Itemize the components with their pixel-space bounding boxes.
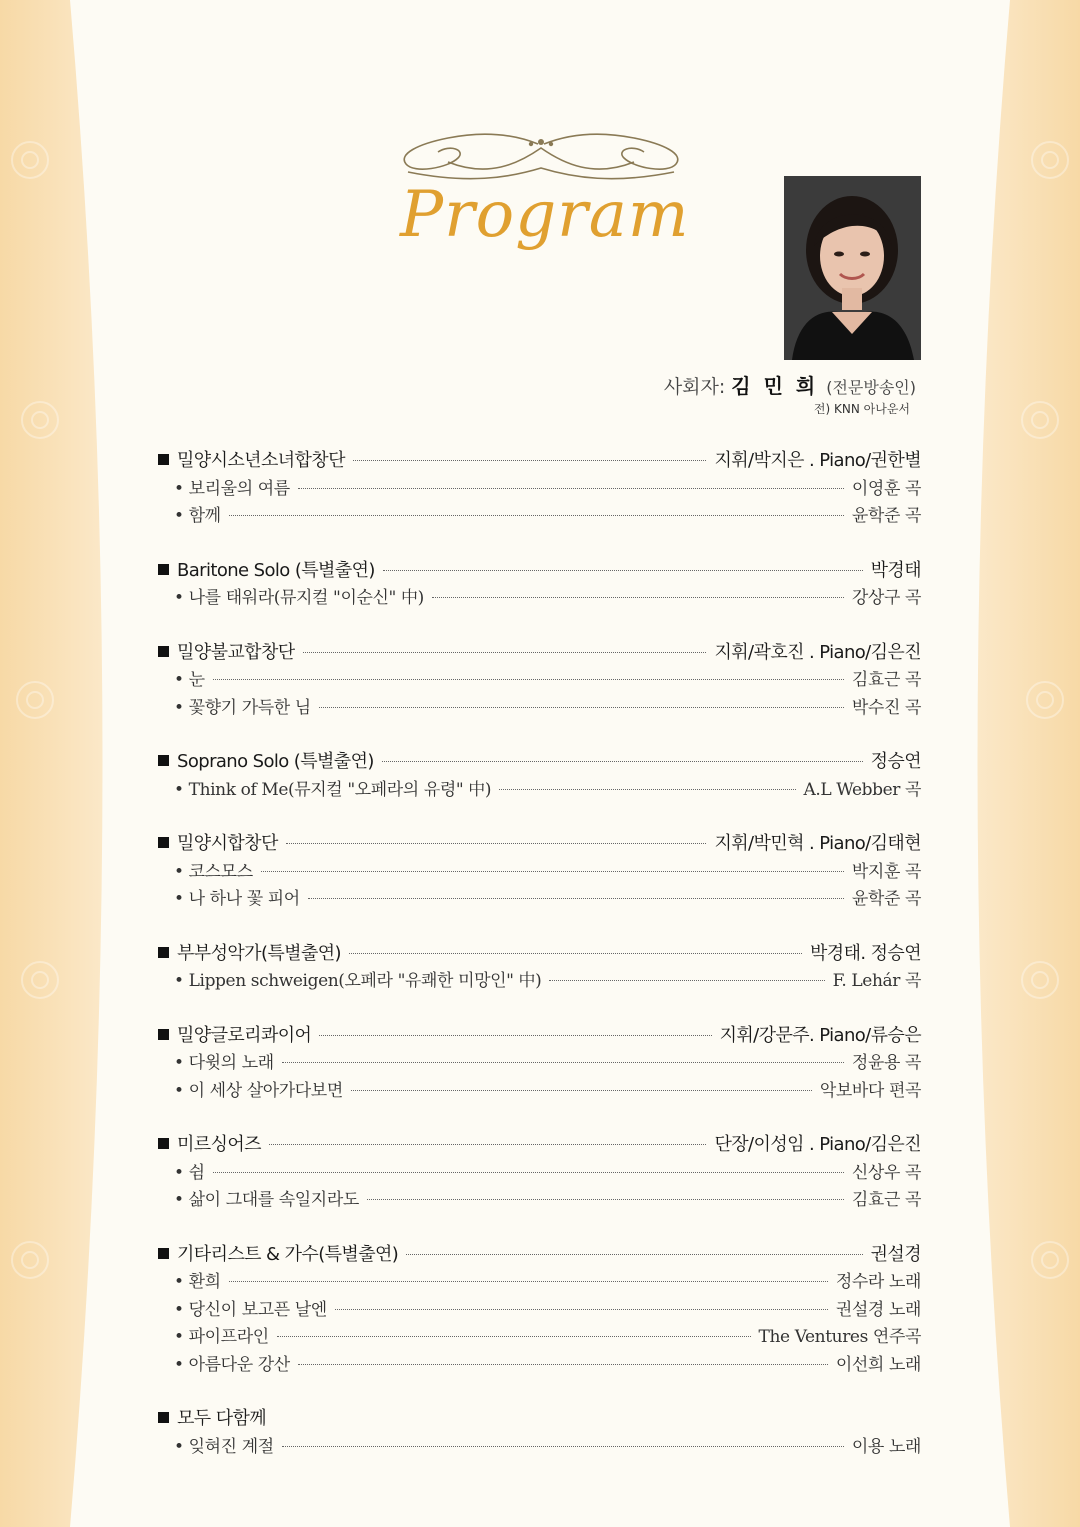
dot-leader [351, 1090, 812, 1091]
dot-leader [229, 515, 844, 516]
bullet-dot-icon: • [174, 971, 184, 991]
section-heading [158, 747, 921, 775]
mc-label: 사회자: [663, 376, 726, 398]
item-title: 이 세상 살아가다보면 [188, 1080, 343, 1101]
program-item [158, 857, 921, 885]
square-bullet-icon [158, 1412, 169, 1423]
program-item [158, 1158, 921, 1186]
dot-leader [229, 1281, 828, 1282]
program-title: Program [400, 178, 690, 252]
item-credit: 이선희 노래 [835, 1354, 921, 1375]
program-section [158, 1021, 921, 1104]
dot-leader [549, 980, 824, 981]
mc-credit [664, 370, 916, 399]
item-credit: F. Lehár 곡 [832, 971, 921, 991]
section-name: 밀양시합창단 [177, 833, 278, 854]
square-bullet-icon [158, 837, 169, 848]
bullet-dot-icon: • [174, 697, 184, 718]
item-title: 쉼 [188, 1162, 205, 1183]
program-item [158, 1185, 921, 1213]
item-title: 눈 [188, 670, 205, 690]
bullet-dot-icon: • [174, 1354, 184, 1375]
bullet-dot-icon: • [174, 1080, 184, 1101]
bullet-dot-icon: • [174, 1190, 184, 1210]
section-credit: 정승연 [870, 751, 921, 772]
square-bullet-icon [158, 947, 169, 958]
item-title: Lippen schweigen(오페라 "유쾌한 미망인" 中) [188, 971, 542, 991]
item-title: 꽃향기 가득한 님 [188, 697, 311, 718]
square-bullet-icon [158, 755, 169, 766]
item-title: 보리울의 여름 [188, 478, 290, 499]
dot-leader [499, 789, 795, 790]
program-item [158, 1432, 921, 1460]
bullet-dot-icon: • [174, 1272, 184, 1292]
program-list [158, 446, 921, 1486]
item-credit: 강상구 곡 [851, 588, 921, 608]
dot-leader [213, 1172, 844, 1173]
mc-name: 김 민 희 [731, 374, 819, 398]
program-item [158, 665, 921, 693]
item-title: 환희 [188, 1272, 221, 1292]
item-credit: 정수라 노래 [835, 1272, 921, 1292]
item-credit: 이영훈 곡 [851, 478, 921, 499]
dot-leader [383, 570, 863, 571]
section-name: Baritone Solo (특별출연) [177, 559, 375, 581]
square-bullet-icon [158, 1029, 169, 1040]
bullet-dot-icon: • [174, 506, 184, 526]
section-heading [158, 1240, 921, 1268]
dot-leader [298, 1364, 828, 1365]
program-item [158, 1076, 921, 1104]
program-item [158, 583, 921, 611]
section-name: 기타리스트 & 가수(특별출연) [177, 1243, 399, 1265]
dot-leader [213, 679, 844, 680]
mc-title: (전문방송인) [826, 378, 916, 397]
program-section [158, 446, 921, 529]
bullet-dot-icon: • [174, 670, 184, 690]
bullet-dot-icon: • [174, 861, 184, 882]
item-title: 나를 태워라(뮤지컬 "이순신" 中) [188, 588, 424, 608]
section-heading [158, 556, 921, 584]
item-title: 함께 [188, 506, 221, 526]
section-credit: 지휘/박민혁 . Piano/김태현 [714, 833, 921, 854]
item-credit: 정윤용 곡 [851, 1053, 921, 1073]
dot-leader [353, 460, 707, 461]
dot-leader [282, 1062, 844, 1063]
item-credit: 악보바다 편곡 [819, 1080, 921, 1101]
mc-note: 전) KNN 아나운서 [813, 402, 910, 416]
section-name: 밀양글로리콰이어 [177, 1024, 312, 1046]
section-heading [158, 1404, 921, 1432]
square-bullet-icon [158, 1248, 169, 1259]
dot-leader [277, 1336, 751, 1337]
square-bullet-icon [158, 454, 169, 465]
item-title: 코스모스 [188, 861, 253, 882]
item-credit: 윤학준 곡 [851, 889, 921, 909]
bullet-dot-icon: • [174, 889, 184, 909]
item-title: 당신이 보고픈 날엔 [188, 1299, 327, 1320]
dot-leader [432, 597, 844, 598]
bullet-dot-icon: • [174, 779, 184, 800]
item-credit: 윤학준 곡 [851, 506, 921, 526]
square-bullet-icon [158, 564, 169, 575]
program-section [158, 829, 921, 912]
dot-leader [269, 1144, 707, 1145]
program-item [158, 1295, 921, 1323]
item-title: 아름다운 강산 [188, 1354, 290, 1375]
program-section [158, 1240, 921, 1378]
section-heading [158, 829, 921, 857]
program-item [158, 1267, 921, 1295]
square-bullet-icon [158, 1138, 169, 1149]
item-credit: 이용 노래 [851, 1436, 921, 1457]
section-credit: 지휘/곽호진 . Piano/김은진 [714, 641, 921, 663]
mc-portrait-photo [784, 176, 921, 360]
program-section [158, 1130, 921, 1213]
bullet-dot-icon: • [174, 588, 184, 608]
program-section [158, 556, 921, 611]
section-name: 미르싱어즈 [177, 1134, 261, 1155]
program-item [158, 501, 921, 529]
program-item [158, 474, 921, 502]
program-section [158, 747, 921, 802]
dot-leader [335, 1309, 828, 1310]
item-title: 잊혀진 계절 [188, 1436, 274, 1457]
bullet-dot-icon: • [174, 1053, 184, 1073]
program-item [158, 1322, 921, 1350]
section-credit: 단장/이성임 . Piano/김은진 [714, 1134, 921, 1155]
bullet-dot-icon: • [174, 1436, 184, 1457]
section-name: 밀양시소년소녀합창단 [177, 450, 345, 471]
section-heading [158, 939, 921, 967]
bullet-dot-icon: • [174, 1162, 184, 1183]
item-credit: 박수진 곡 [851, 697, 921, 718]
section-heading [158, 446, 921, 474]
section-name: 밀양불교합창단 [177, 641, 295, 663]
item-title: 파이프라인 [188, 1327, 269, 1347]
section-heading [158, 1130, 921, 1158]
bullet-dot-icon: • [174, 1299, 184, 1320]
item-credit: 신상우 곡 [851, 1162, 921, 1183]
dot-leader [367, 1199, 844, 1200]
dot-leader [308, 898, 844, 899]
program-section [158, 939, 921, 994]
dot-leader [319, 707, 844, 708]
dot-leader [349, 953, 802, 954]
dot-leader [282, 1446, 844, 1447]
section-heading [158, 1021, 921, 1049]
program-item [158, 1350, 921, 1378]
section-credit: 박경태 [870, 559, 921, 581]
item-credit: 박지훈 곡 [851, 861, 921, 882]
dot-leader [382, 761, 863, 762]
dot-leader [406, 1254, 862, 1255]
section-credit: 지휘/강문주. Piano/류승은 [719, 1024, 921, 1046]
section-name: Soprano Solo (특별출연) [177, 751, 374, 772]
item-title: 나 하나 꽃 피어 [188, 889, 300, 909]
program-item [158, 966, 921, 994]
program-item [158, 775, 921, 803]
bullet-dot-icon: • [174, 1327, 184, 1347]
bullet-dot-icon: • [174, 478, 184, 499]
item-title: Think of Me(뮤지컬 "오페라의 유령" 中) [188, 779, 492, 800]
section-credit: 지휘/박지은 . Piano/권한별 [714, 450, 921, 471]
program-section [158, 638, 921, 721]
program-section [158, 1404, 921, 1459]
dot-leader [319, 1035, 711, 1036]
item-credit: 김효근 곡 [851, 1190, 921, 1210]
dot-leader [261, 871, 844, 872]
dot-leader [298, 488, 844, 489]
section-name: 부부성악가(특별출연) [177, 942, 341, 964]
item-credit: 김효근 곡 [851, 670, 921, 690]
square-bullet-icon [158, 646, 169, 657]
dot-leader [303, 652, 707, 653]
dot-leader [286, 843, 707, 844]
program-item [158, 693, 921, 721]
item-title: 삶이 그대를 속일지라도 [188, 1190, 359, 1210]
program-item [158, 1048, 921, 1076]
item-credit: 권설경 노래 [835, 1299, 921, 1320]
item-credit: The Ventures 연주곡 [758, 1327, 921, 1347]
program-item [158, 884, 921, 912]
section-heading [158, 638, 921, 666]
section-credit: 권설경 [870, 1243, 921, 1265]
item-credit: A.L Webber 곡 [803, 779, 921, 800]
section-name: 모두 다함께 [177, 1408, 267, 1429]
item-title: 다윗의 노래 [188, 1053, 274, 1073]
section-credit: 박경태. 정승연 [810, 942, 921, 964]
